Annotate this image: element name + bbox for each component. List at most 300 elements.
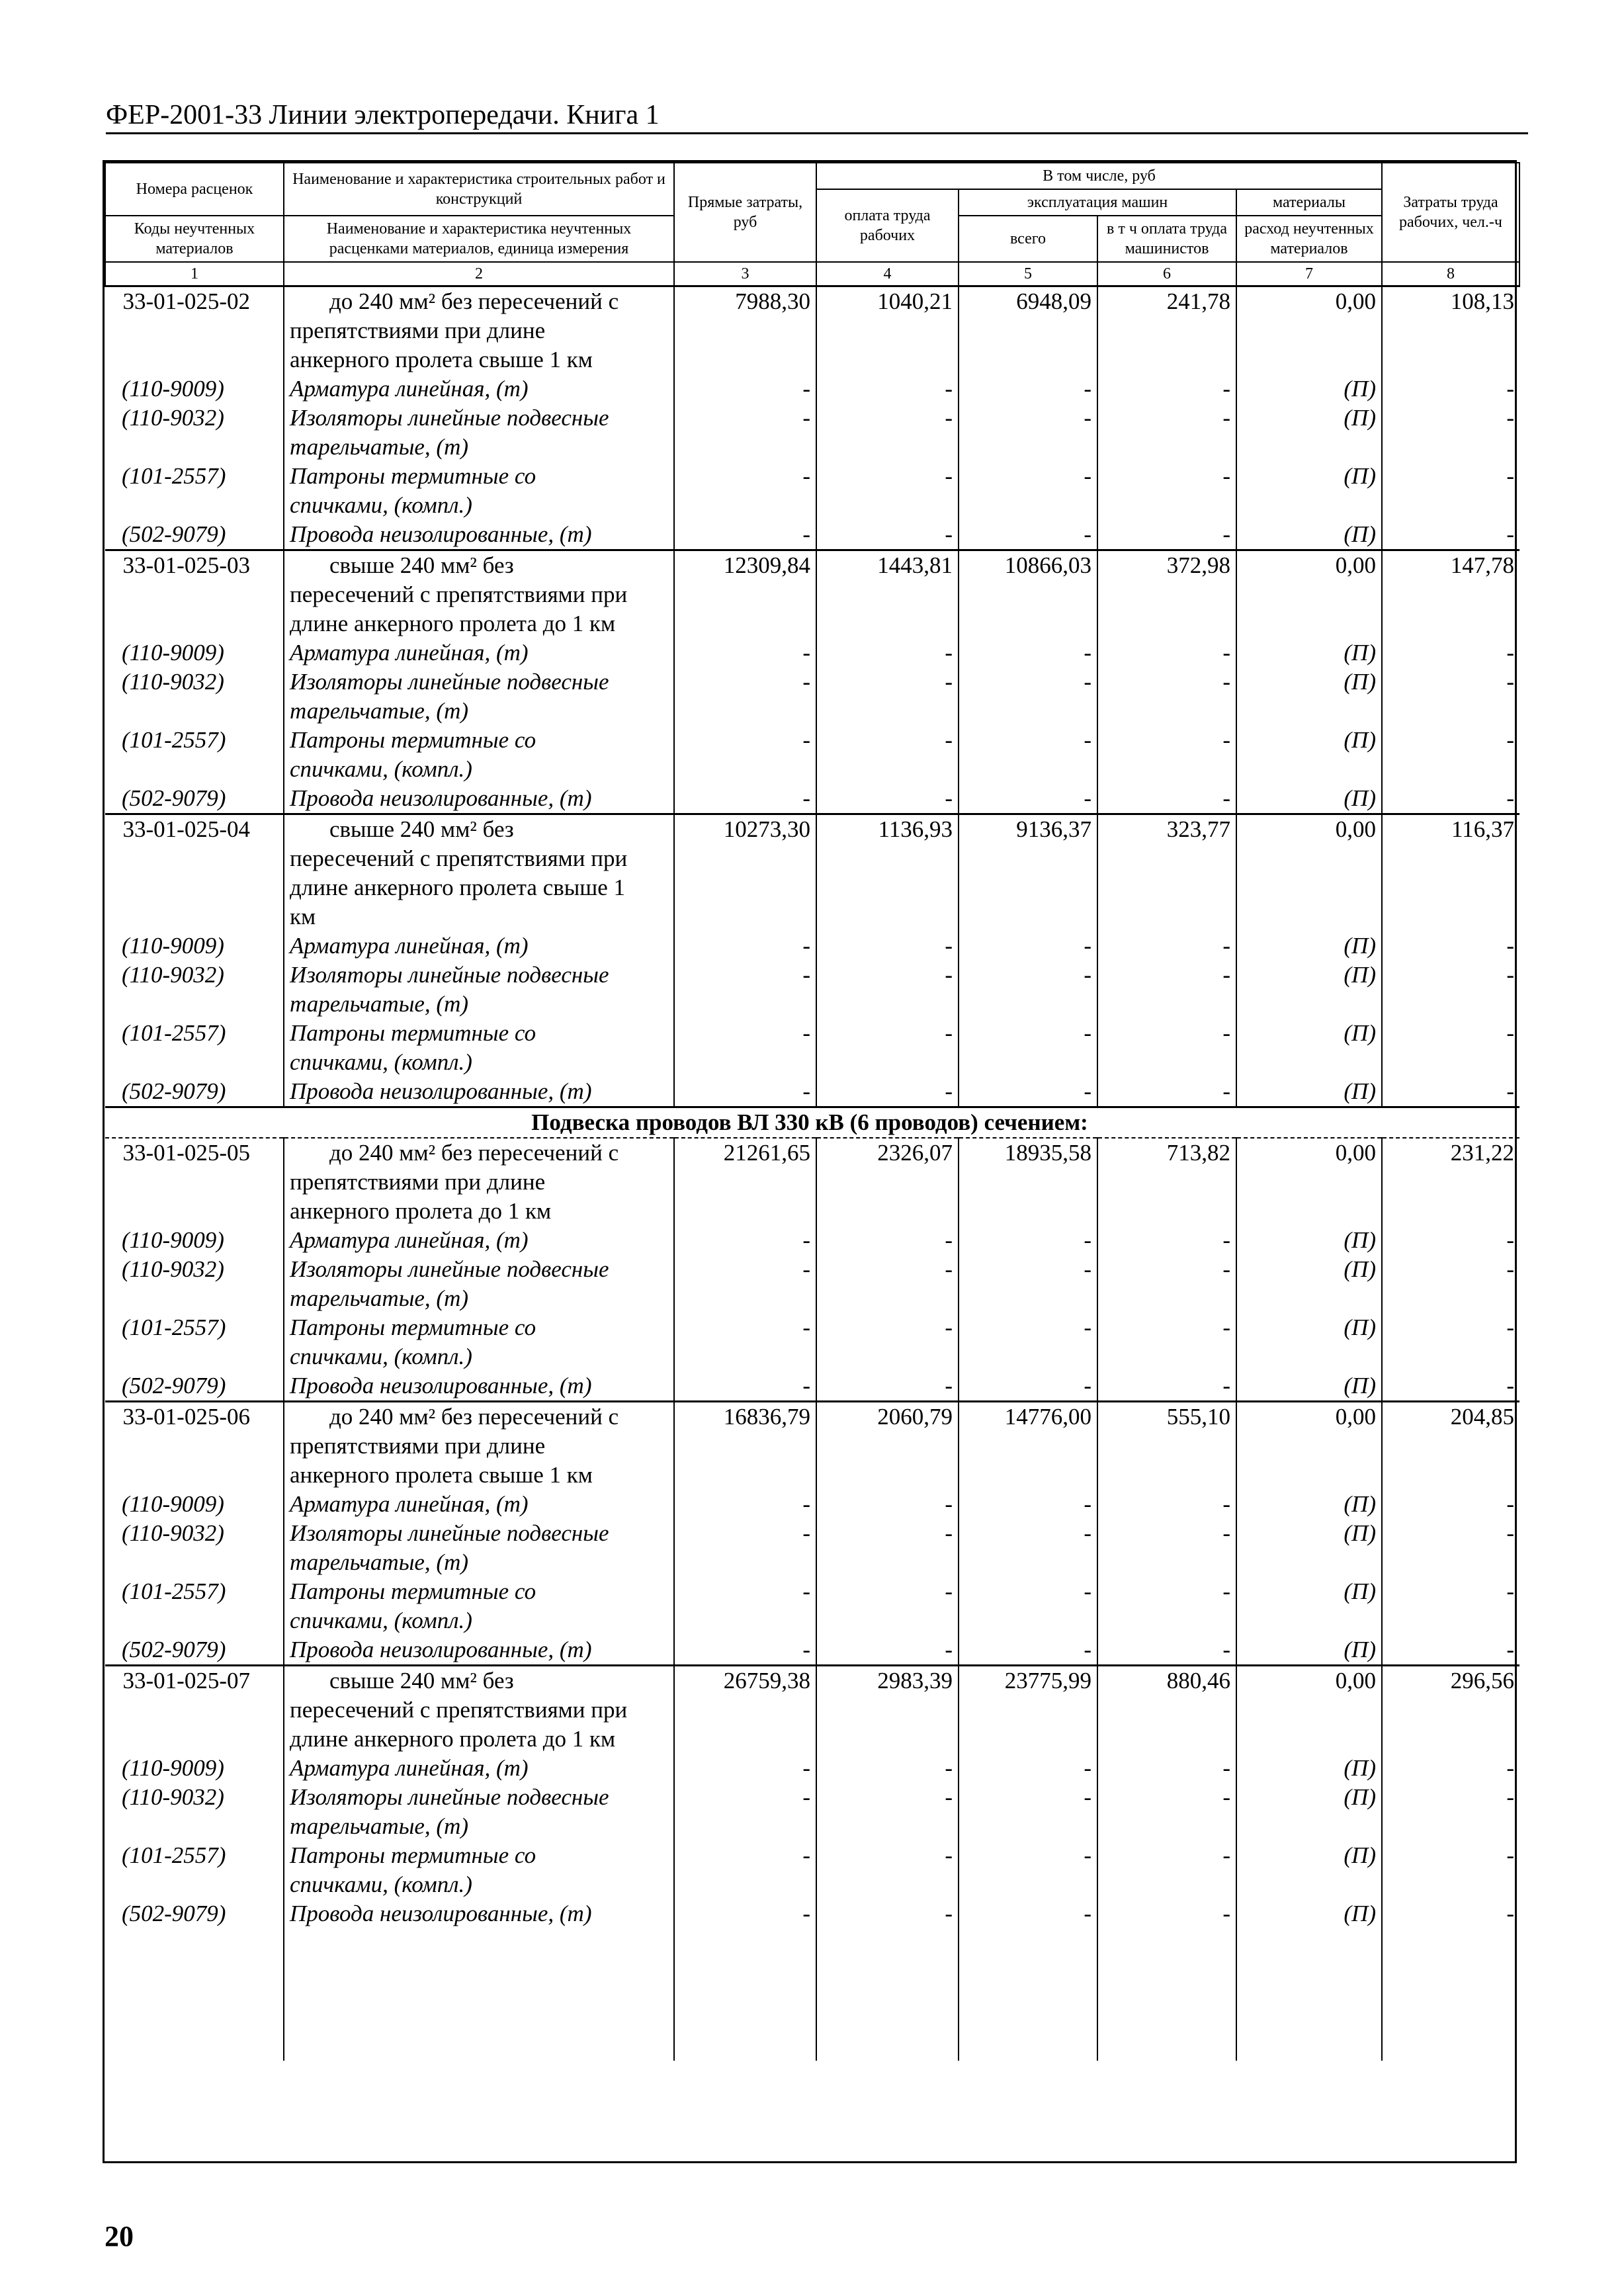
material-p-mark: (П) [1236, 1577, 1382, 1606]
machines-total: 14776,00 [959, 1402, 1097, 1432]
rate-description: анкерного пролета свыше 1 км [284, 345, 674, 374]
empty-cell [1236, 990, 1382, 1019]
empty-cell [816, 1048, 959, 1077]
material-code: (502-9079) [105, 1635, 284, 1666]
material-row [105, 520, 1519, 550]
material-p-mark: (П) [1236, 1313, 1382, 1342]
page-header: ФЕР-2001-33 Линии электропередачи. Книга 1 [106, 99, 1528, 134]
material-name: Провода неизолированные, (т) [284, 520, 674, 550]
empty-cell [816, 433, 959, 462]
rate-description: длине анкерного пролета до 1 км [284, 609, 674, 638]
material-code: (502-9079) [105, 1899, 284, 1928]
empty-cell [816, 873, 959, 902]
material-row [105, 1754, 1519, 1783]
dash-value: - [1097, 374, 1236, 404]
rate-row [105, 1666, 1519, 1696]
material-row-continued [105, 755, 1519, 784]
materials-value: 0,00 [1236, 1402, 1382, 1432]
labor-pay: 2983,39 [816, 1666, 959, 1696]
material-code: (110-9032) [105, 667, 284, 697]
dash-value: - [959, 1077, 1097, 1107]
dash-value: - [816, 404, 959, 433]
material-code: (101-2557) [105, 1019, 284, 1048]
empty-cell [1382, 1725, 1519, 1754]
empty-cell [816, 1168, 959, 1197]
empty-cell [105, 1606, 284, 1635]
rate-description: свыше 240 мм² без [284, 550, 674, 581]
dash-value: - [1506, 1491, 1514, 1517]
empty-cell [105, 902, 284, 931]
rate-row [105, 286, 1519, 317]
empty-cell [1382, 1432, 1519, 1461]
empty-cell [105, 755, 284, 784]
dash-value: - [1506, 1901, 1514, 1926]
dash-value: - [1097, 1226, 1236, 1255]
empty-cell [1236, 873, 1382, 902]
empty-cell [1097, 990, 1236, 1019]
material-p-mark: (П) [1236, 1519, 1382, 1548]
operators-pay: 323,77 [1097, 814, 1236, 845]
dash-value: - [959, 1635, 1097, 1666]
dash-value: - [674, 1899, 816, 1928]
rate-row-continued [105, 1197, 1519, 1226]
material-code: (110-9009) [105, 931, 284, 961]
empty-cell [105, 1870, 284, 1899]
material-p-mark: (П) [1236, 1255, 1382, 1284]
empty-cell [816, 1812, 959, 1841]
dash-value: - [959, 1841, 1097, 1870]
header-work-name: Наименование и характеристика строительных работ и конструкций [284, 163, 674, 216]
header-material-codes: Коды неучтенных материалов [105, 216, 284, 262]
material-code: (110-9032) [105, 1519, 284, 1548]
empty-cell [1236, 697, 1382, 726]
material-p-mark: (П) [1236, 520, 1382, 550]
material-row [105, 726, 1519, 755]
dash-value: - [816, 1899, 959, 1928]
dash-value: - [1097, 638, 1236, 667]
dash-value: - [959, 1371, 1097, 1402]
empty-cell [1097, 1168, 1236, 1197]
empty-cell [1236, 491, 1382, 520]
material-name: Патроны термитные со [284, 1841, 674, 1870]
dash-value: - [959, 1783, 1097, 1812]
material-row [105, 404, 1519, 433]
empty-cell [1382, 1696, 1519, 1725]
empty-cell [959, 1342, 1097, 1371]
empty-cell [674, 1725, 816, 1754]
empty-cell [959, 345, 1097, 374]
empty-cell [1097, 1197, 1236, 1226]
dash-value: - [1506, 1078, 1514, 1104]
material-name: Арматура линейная, (т) [284, 638, 674, 667]
empty-cell [674, 491, 816, 520]
material-row-continued [105, 1870, 1519, 1899]
machines-total: 9136,37 [959, 814, 1097, 845]
dash-value: - [1097, 462, 1236, 491]
dash-value: - [816, 1490, 959, 1519]
material-row [105, 638, 1519, 667]
dash-value: - [1506, 1842, 1514, 1868]
column-number: 6 [1097, 262, 1236, 286]
empty-cell [674, 873, 816, 902]
direct-costs: 26759,38 [674, 1666, 816, 1696]
empty-cell [959, 1432, 1097, 1461]
material-p-mark: (П) [1236, 638, 1382, 667]
rate-description: до 240 мм² без пересечений с [284, 1402, 674, 1432]
dash-value: - [959, 1899, 1097, 1928]
material-name: Провода неизолированные, (т) [284, 784, 674, 814]
material-row [105, 1841, 1519, 1870]
dash-value: - [816, 784, 959, 814]
material-row [105, 1019, 1519, 1048]
material-code: (101-2557) [105, 1577, 284, 1606]
empty-cell [959, 755, 1097, 784]
empty-cell [1097, 844, 1236, 873]
header-operators-pay: в т ч оплата труда машинистов [1097, 216, 1236, 262]
dash-value: - [1506, 933, 1514, 959]
rate-code: 33-01-025-04 [105, 814, 284, 845]
material-name: Патроны термитные со [284, 462, 674, 491]
dash-value: - [816, 638, 959, 667]
dash-value: - [1506, 376, 1514, 402]
machines-total: 23775,99 [959, 1666, 1097, 1696]
rate-row [105, 1402, 1519, 1432]
empty-cell [1382, 697, 1519, 726]
dash-value: - [674, 1754, 816, 1783]
dash-value: - [816, 1019, 959, 1048]
empty-cell [1097, 580, 1236, 609]
empty-cell [1236, 580, 1382, 609]
empty-cell [105, 1461, 284, 1490]
empty-cell [1097, 1606, 1236, 1635]
dash-value: - [1506, 463, 1514, 489]
empty-cell [959, 1048, 1097, 1077]
material-row-continued [105, 1606, 1519, 1635]
dash-value: - [1097, 1754, 1236, 1783]
labor-hours: 204,85 [1382, 1402, 1519, 1432]
empty-cell [959, 1284, 1097, 1313]
empty-cell [1236, 1342, 1382, 1371]
header-materials: материалы [1236, 189, 1382, 216]
material-row [105, 1077, 1519, 1107]
dash-value: - [1506, 1520, 1514, 1546]
empty-cell [1382, 433, 1519, 462]
material-name: спичками, (компл.) [284, 1342, 674, 1371]
material-name: спичками, (компл.) [284, 1606, 674, 1635]
machines-total: 18935,58 [959, 1138, 1097, 1168]
labor-hours: 231,22 [1450, 1140, 1514, 1166]
rate-description: препятствиями при длине [284, 316, 674, 345]
dash-value: - [816, 1371, 959, 1402]
dash-value: - [1097, 1577, 1236, 1606]
material-row-continued [105, 491, 1519, 520]
material-code: (101-2557) [105, 462, 284, 491]
rate-row [105, 550, 1519, 581]
material-name: тарельчатые, (т) [284, 697, 674, 726]
empty-cell [105, 1812, 284, 1841]
material-row [105, 1899, 1519, 1928]
material-row [105, 1519, 1519, 1548]
empty-cell [105, 1168, 284, 1197]
labor-hours: 108,13 [1382, 286, 1519, 317]
material-p-mark: (П) [1236, 667, 1382, 697]
dash-value: - [959, 667, 1097, 697]
header-labor-pay: оплата труда рабочих [816, 189, 959, 262]
dash-value: - [1506, 1784, 1514, 1810]
empty-cell [1236, 1725, 1382, 1754]
machines-total: 6948,09 [959, 286, 1097, 317]
empty-cell [1236, 1606, 1382, 1635]
rate-description: до 240 мм² без пересечений с [284, 1138, 674, 1168]
material-name: Провода неизолированные, (т) [284, 1899, 674, 1928]
dash-value: - [1097, 1255, 1236, 1284]
dash-value: - [674, 1019, 816, 1048]
rate-description: км [284, 902, 674, 931]
empty-cell [105, 1432, 284, 1461]
material-name: спичками, (компл.) [284, 1048, 674, 1077]
material-p-mark: (П) [1236, 1077, 1382, 1107]
rate-description: длине анкерного пролета до 1 км [284, 1725, 674, 1754]
dash-value: - [674, 462, 816, 491]
material-p-mark: (П) [1236, 1371, 1382, 1402]
dash-value: - [816, 1754, 959, 1783]
material-row-continued [105, 990, 1519, 1019]
empty-cell [816, 1725, 959, 1754]
material-row [105, 667, 1519, 697]
labor-pay: 2326,07 [816, 1138, 959, 1168]
material-name: Изоляторы линейные подвесные [284, 1255, 674, 1284]
rate-description: свыше 240 мм² без [284, 814, 674, 845]
material-code: (502-9079) [105, 1077, 284, 1107]
material-name: тарельчатые, (т) [284, 1548, 674, 1577]
material-row-continued [105, 697, 1519, 726]
dash-value: - [674, 1255, 816, 1284]
empty-cell [674, 697, 816, 726]
empty-cell [1097, 433, 1236, 462]
header-machines: эксплуатация машин [959, 189, 1236, 216]
dash-value: - [674, 1577, 816, 1606]
empty-cell [1097, 1725, 1236, 1754]
material-name: тарельчатые, (т) [284, 990, 674, 1019]
rate-row [105, 1138, 1519, 1168]
empty-cell [959, 1725, 1097, 1754]
empty-cell [1236, 1812, 1382, 1841]
material-code: (110-9009) [105, 374, 284, 404]
material-name: Провода неизолированные, (т) [284, 1077, 674, 1107]
empty-cell [674, 1928, 816, 2061]
section-row [105, 1107, 1519, 1138]
empty-cell [674, 902, 816, 931]
rates-table [103, 160, 1517, 2163]
dash-value: - [1506, 727, 1514, 753]
empty-cell [674, 1606, 816, 1635]
dash-value: - [959, 726, 1097, 755]
dash-value: - [1506, 785, 1514, 811]
empty-cell [1382, 580, 1519, 609]
empty-cell [959, 1870, 1097, 1899]
empty-row [105, 1928, 1519, 2061]
materials-value: 0,00 [1236, 550, 1382, 581]
material-name: спичками, (компл.) [284, 1870, 674, 1899]
header-material-usage: расход неучтенных материалов [1236, 216, 1382, 262]
empty-cell [1097, 491, 1236, 520]
empty-cell [1236, 609, 1382, 638]
dash-value: - [1097, 1841, 1236, 1870]
direct-costs: 16836,79 [674, 1402, 816, 1432]
material-code: (101-2557) [105, 1841, 284, 1870]
rates-table-grid [105, 162, 1520, 2061]
labor-pay: 1443,81 [816, 550, 959, 581]
dash-value: - [1506, 962, 1514, 988]
empty-cell [816, 491, 959, 520]
dash-value: - [674, 520, 816, 550]
rate-description: свыше 240 мм² без [284, 1666, 674, 1696]
labor-hours: 296,56 [1382, 1666, 1519, 1696]
dash-value: - [816, 1077, 959, 1107]
empty-cell [959, 1168, 1097, 1197]
empty-cell [674, 1284, 816, 1313]
dash-value: - [816, 1519, 959, 1548]
material-row-continued [105, 1548, 1519, 1577]
dash-value: - [959, 520, 1097, 550]
rate-row [105, 814, 1519, 845]
empty-cell [105, 580, 284, 609]
empty-cell [1236, 1928, 1382, 2061]
material-row [105, 1255, 1519, 1284]
empty-cell [816, 1284, 959, 1313]
material-row [105, 1371, 1519, 1402]
empty-cell [1382, 1461, 1519, 1490]
material-name: Изоляторы линейные подвесные [284, 667, 674, 697]
material-p-mark: (П) [1236, 1019, 1382, 1048]
dash-value: - [1506, 405, 1514, 431]
dash-value: - [1097, 726, 1236, 755]
rate-description: анкерного пролета свыше 1 км [284, 1461, 674, 1490]
materials-value: 0,00 [1236, 1138, 1382, 1168]
labor-pay: 2060,79 [816, 1402, 959, 1432]
material-name: Провода неизолированные, (т) [284, 1371, 674, 1402]
material-code: (502-9079) [105, 1371, 284, 1402]
dash-value: - [674, 1635, 816, 1666]
dash-value: - [959, 1313, 1097, 1342]
empty-cell [105, 873, 284, 902]
material-code: (110-9032) [105, 961, 284, 990]
material-p-mark: (П) [1236, 462, 1382, 491]
dash-value: - [1506, 1256, 1514, 1282]
dash-value: - [674, 1841, 816, 1870]
direct-costs: 10273,30 [674, 814, 816, 845]
dash-value: - [1506, 1637, 1514, 1662]
column-number: 3 [674, 262, 816, 286]
empty-cell [1236, 844, 1382, 873]
dash-value: - [674, 1226, 816, 1255]
dash-value: - [959, 1754, 1097, 1783]
empty-cell [1097, 902, 1236, 931]
empty-cell [674, 755, 816, 784]
rate-description: пересечений с препятствиями при [284, 580, 674, 609]
dash-value: - [1097, 520, 1236, 550]
material-p-mark: (П) [1236, 1490, 1382, 1519]
material-row [105, 961, 1519, 990]
dash-value: - [674, 961, 816, 990]
empty-cell [816, 990, 959, 1019]
dash-value: - [816, 374, 959, 404]
dash-value: - [674, 1371, 816, 1402]
dash-value: - [674, 1313, 816, 1342]
empty-cell [105, 1197, 284, 1226]
empty-cell [816, 1197, 959, 1226]
empty-cell [816, 902, 959, 931]
empty-cell [105, 1696, 284, 1725]
empty-cell [1382, 902, 1519, 931]
empty-cell [959, 844, 1097, 873]
material-code: (110-9032) [105, 404, 284, 433]
material-name: Изоляторы линейные подвесные [284, 1783, 674, 1812]
dash-value: - [816, 1226, 959, 1255]
empty-cell [105, 1342, 284, 1371]
empty-cell [1097, 697, 1236, 726]
empty-cell [1236, 755, 1382, 784]
operators-pay: 372,98 [1097, 550, 1236, 581]
page-number: 20 [105, 2220, 134, 2253]
materials-value: 0,00 [1236, 286, 1382, 317]
empty-cell [959, 580, 1097, 609]
column-number: 8 [1382, 262, 1519, 286]
empty-cell [1097, 1461, 1236, 1490]
header-material-names: Наименование и характеристика неучтенных расценками материалов, единица измерения [284, 216, 674, 262]
empty-cell [959, 1696, 1097, 1725]
rate-description: пересечений с препятствиями при [284, 1696, 674, 1725]
dash-value: - [959, 1519, 1097, 1548]
dash-value: - [816, 462, 959, 491]
dash-value: - [674, 1077, 816, 1107]
empty-cell [959, 1928, 1097, 2061]
dash-value: - [959, 1577, 1097, 1606]
empty-cell [1382, 990, 1519, 1019]
dash-value: - [959, 1019, 1097, 1048]
empty-cell [816, 1606, 959, 1635]
material-code: (110-9009) [105, 638, 284, 667]
rate-description: препятствиями при длине [284, 1168, 674, 1197]
dash-value: - [816, 1783, 959, 1812]
empty-cell [1097, 1432, 1236, 1461]
rate-row-continued [105, 1432, 1519, 1461]
dash-value: - [1506, 1373, 1514, 1398]
empty-cell [1382, 1342, 1519, 1371]
rate-description: до 240 мм² без пересечений с [284, 286, 674, 317]
material-row-continued [105, 1342, 1519, 1371]
empty-cell [1382, 844, 1519, 873]
dash-value: - [816, 1255, 959, 1284]
dash-value: - [1506, 669, 1514, 695]
empty-cell [674, 990, 816, 1019]
empty-cell [1382, 316, 1519, 345]
empty-cell [1097, 609, 1236, 638]
empty-cell [1097, 873, 1236, 902]
dash-value: - [959, 1226, 1097, 1255]
material-p-mark: (П) [1236, 1899, 1382, 1928]
material-p-mark: (П) [1236, 1783, 1382, 1812]
material-code: (110-9009) [105, 1754, 284, 1783]
empty-cell [816, 844, 959, 873]
header-rate-number: Номера расценок [105, 163, 284, 216]
machines-total: 10866,03 [959, 550, 1097, 581]
empty-cell [816, 1548, 959, 1577]
header-direct-costs: Прямые затраты, руб [674, 163, 816, 262]
rate-row-continued [105, 580, 1519, 609]
empty-cell [1382, 345, 1519, 374]
empty-cell [1236, 1197, 1382, 1226]
